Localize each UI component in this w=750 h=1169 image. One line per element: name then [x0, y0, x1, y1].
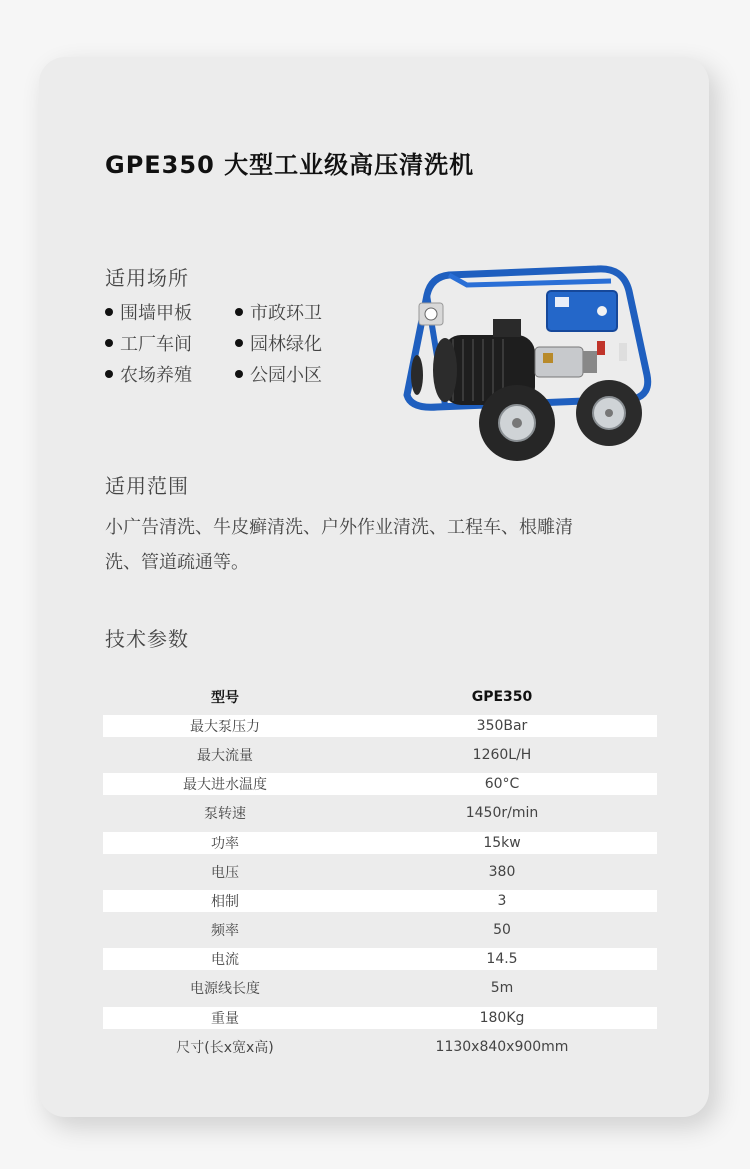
- usage-item: 市政环卫: [235, 300, 365, 324]
- table-row: 电流 14.5: [103, 948, 657, 970]
- bullet-dot-icon: [235, 308, 243, 316]
- usage-item: 围墙甲板: [105, 300, 235, 324]
- specs-heading: 技术参数: [105, 627, 189, 651]
- table-row: 相制 3: [103, 890, 657, 912]
- bullet-dot-icon: [235, 339, 243, 347]
- bullet-dot-icon: [105, 370, 113, 378]
- bullet-dot-icon: [235, 370, 243, 378]
- table-row: 重量 180Kg: [103, 1007, 657, 1029]
- table-row: 泵转速 1450r/min: [204, 805, 539, 823]
- scope-text: 小广告清洗、牛皮癣清洗、户外作业清洗、工程车、根雕清洗、管道疏通等。: [105, 517, 573, 573]
- table-row: 尺寸(长x宽x高) 1130x840x900mm: [176, 1038, 569, 1056]
- usage-item: 农场养殖: [105, 362, 235, 386]
- usage-item: 公园小区: [235, 362, 365, 386]
- specs-table: [103, 682, 657, 1061]
- bullet-dot-icon: [105, 339, 113, 347]
- header-key: 型号: [211, 689, 239, 706]
- header-value: GPE350: [471, 688, 533, 705]
- usage-heading: 适用场所: [105, 266, 189, 290]
- table-row: 最大流量 1260L/H: [197, 746, 532, 764]
- table-row: 频率 50: [211, 922, 511, 940]
- bullet-dot-icon: [105, 308, 113, 316]
- table-row: 最大进水温度 60°C: [103, 773, 657, 795]
- table-row: 功率 15kw: [103, 832, 657, 854]
- product-title: GPE350 大型工业级高压清洗机: [105, 151, 475, 179]
- usage-item: 园林绿化: [235, 331, 365, 355]
- table-header-row: [103, 682, 657, 711]
- table-row: 最大泵压力 350Bar: [103, 715, 657, 737]
- product-card: [39, 57, 709, 1117]
- table-row: 电源线长度 5m: [190, 980, 514, 998]
- scope-heading: 适用范围: [105, 474, 189, 498]
- usage-item: 工厂车间: [105, 331, 235, 355]
- pressure-washer-image: [397, 255, 657, 470]
- table-row: 电压 380: [211, 863, 516, 881]
- usage-list: [105, 300, 365, 386]
